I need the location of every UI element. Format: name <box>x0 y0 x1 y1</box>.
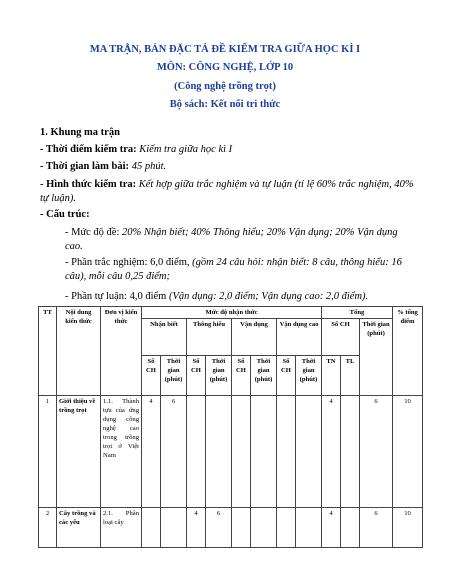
row-nb-q: 4 <box>142 396 161 508</box>
row-tn: 4 <box>322 396 341 508</box>
row-th-time <box>206 396 232 508</box>
row-nb-q <box>142 508 161 548</box>
sub-header-q: Số CH <box>232 356 251 396</box>
row-time: 6 <box>360 396 393 508</box>
header-unit: Đơn vị kiến thức <box>101 307 142 396</box>
exam-time-line <box>40 143 420 157</box>
exam-time-value: Kiểm tra giữa học kì I <box>139 144 233 155</box>
matrix-table <box>38 306 423 548</box>
row-vdc-q <box>277 508 296 548</box>
row-vd-q <box>232 396 251 508</box>
row-nb-time: 6 <box>161 396 187 508</box>
header-level-understand: Thông hiểu <box>187 319 232 356</box>
doc-subtitle: (Công nghệ trồng trọt) <box>174 81 276 92</box>
header-levels: Mức độ nhận thức <box>142 307 322 319</box>
doc-title: MA TRẬN, BẢN ĐẶC TẢ ĐỀ KIỂM TRA GIỮA HỌC KÌ I <box>89 44 361 55</box>
row-tl <box>341 508 360 548</box>
row-content: Giới thiệu về trồng trọt <box>57 396 101 508</box>
header-tt: TT <box>39 307 57 396</box>
sub-header-tn: TN <box>322 356 341 396</box>
row-tn: 4 <box>322 508 341 548</box>
row-time: 6 <box>360 508 393 548</box>
duration-label: - Thời gian làm bài: <box>40 161 130 172</box>
level-value: 20% Nhận biết; 40% Thông hiểu; 20% Vận dụng; 20% Vận dụng cao. <box>65 227 398 252</box>
exam-time-label: - Thời điểm kiểm tra: <box>40 144 137 155</box>
row-vd-q <box>232 508 251 548</box>
duration-line <box>40 160 420 174</box>
row-tt: 2 <box>39 508 57 548</box>
row-nb-time <box>161 508 187 548</box>
sub-header-time: Thời gian (phút) <box>206 356 232 396</box>
row-unit: 1.1. Thành tựu của ứng dụng công nghệ cao trong trồng trọt ở Việt Nam <box>101 396 142 508</box>
header-level-recognize: Nhận biết <box>142 319 187 356</box>
structure-label: - Cấu trúc: <box>40 209 90 220</box>
header-content: Nội dung kiến thức <box>57 307 101 396</box>
duration-value: 45 phút. <box>131 161 167 172</box>
row-vdc-q <box>277 396 296 508</box>
doc-book: Bộ sách: Kết nối tri thức <box>169 99 281 110</box>
exam-form-line <box>40 178 420 206</box>
section-heading: 1. Khung ma trận <box>40 127 120 138</box>
row-th-time: 6 <box>206 508 232 548</box>
table-row <box>39 396 423 508</box>
row-percent: 10 <box>393 508 423 548</box>
row-tt: 1 <box>39 396 57 508</box>
mc-value: (gồm 24 câu hỏi: nhận biết: 8 câu, thông hiểu: 16 câu), mỗi câu 0,25 điểm; <box>65 257 402 282</box>
row-th-q <box>187 396 206 508</box>
row-tl <box>341 396 360 508</box>
sub-header-q: Số CH <box>277 356 296 396</box>
doc-subject: MÔN: CÔNG NGHỆ, LỚP 10 <box>156 62 294 73</box>
sub-header-tl: TL <box>341 356 360 396</box>
essay-label: - Phần tự luận: 4,0 điểm <box>65 291 167 302</box>
header-level-apply: Vận dụng <box>232 319 277 356</box>
header-total: Tổng <box>322 307 393 319</box>
row-content: Cây trồng và các yếu <box>57 508 101 548</box>
sub-header-time: Thời gian (phút) <box>251 356 277 396</box>
row-percent: 10 <box>393 396 423 508</box>
table-row <box>39 508 423 548</box>
sub-header-q: Số CH <box>142 356 161 396</box>
row-vd-time <box>251 508 277 548</box>
mc-line <box>65 256 410 284</box>
row-vd-time <box>251 396 277 508</box>
essay-value: (Vận dụng: 2,0 điểm; Vận dụng cao: 2,0 điểm). <box>168 291 369 302</box>
table-header-row-1 <box>39 307 423 319</box>
sub-header-time: Thời gian (phút) <box>296 356 322 396</box>
sub-header-time: Thời gian (phút) <box>161 356 187 396</box>
level-line <box>65 226 400 254</box>
row-unit: 2.1. Phân loại cây <box>101 508 142 548</box>
sub-header-q: Số CH <box>187 356 206 396</box>
row-th-q: 4 <box>187 508 206 548</box>
level-label: - Mức độ đề: <box>65 227 120 238</box>
header-total-questions: Số CH <box>322 319 360 356</box>
row-vdc-time <box>296 508 322 548</box>
header-level-apply-high: Vận dụng cao <box>277 319 322 356</box>
exam-form-value: Kết hợp giữa trắc nghiệm và tự luận (tỉ lệ 60% trắc nghiệm, 40% tự luận). <box>40 179 414 204</box>
header-percent: % tổng điểm <box>393 307 423 396</box>
row-vdc-time <box>296 396 322 508</box>
header-total-time: Thời gian (phút) <box>360 319 393 396</box>
exam-form-label: - Hình thức kiểm tra: <box>40 179 137 190</box>
mc-label: - Phần trắc nghiệm: 6,0 điểm, <box>65 257 190 268</box>
essay-line <box>65 290 425 304</box>
